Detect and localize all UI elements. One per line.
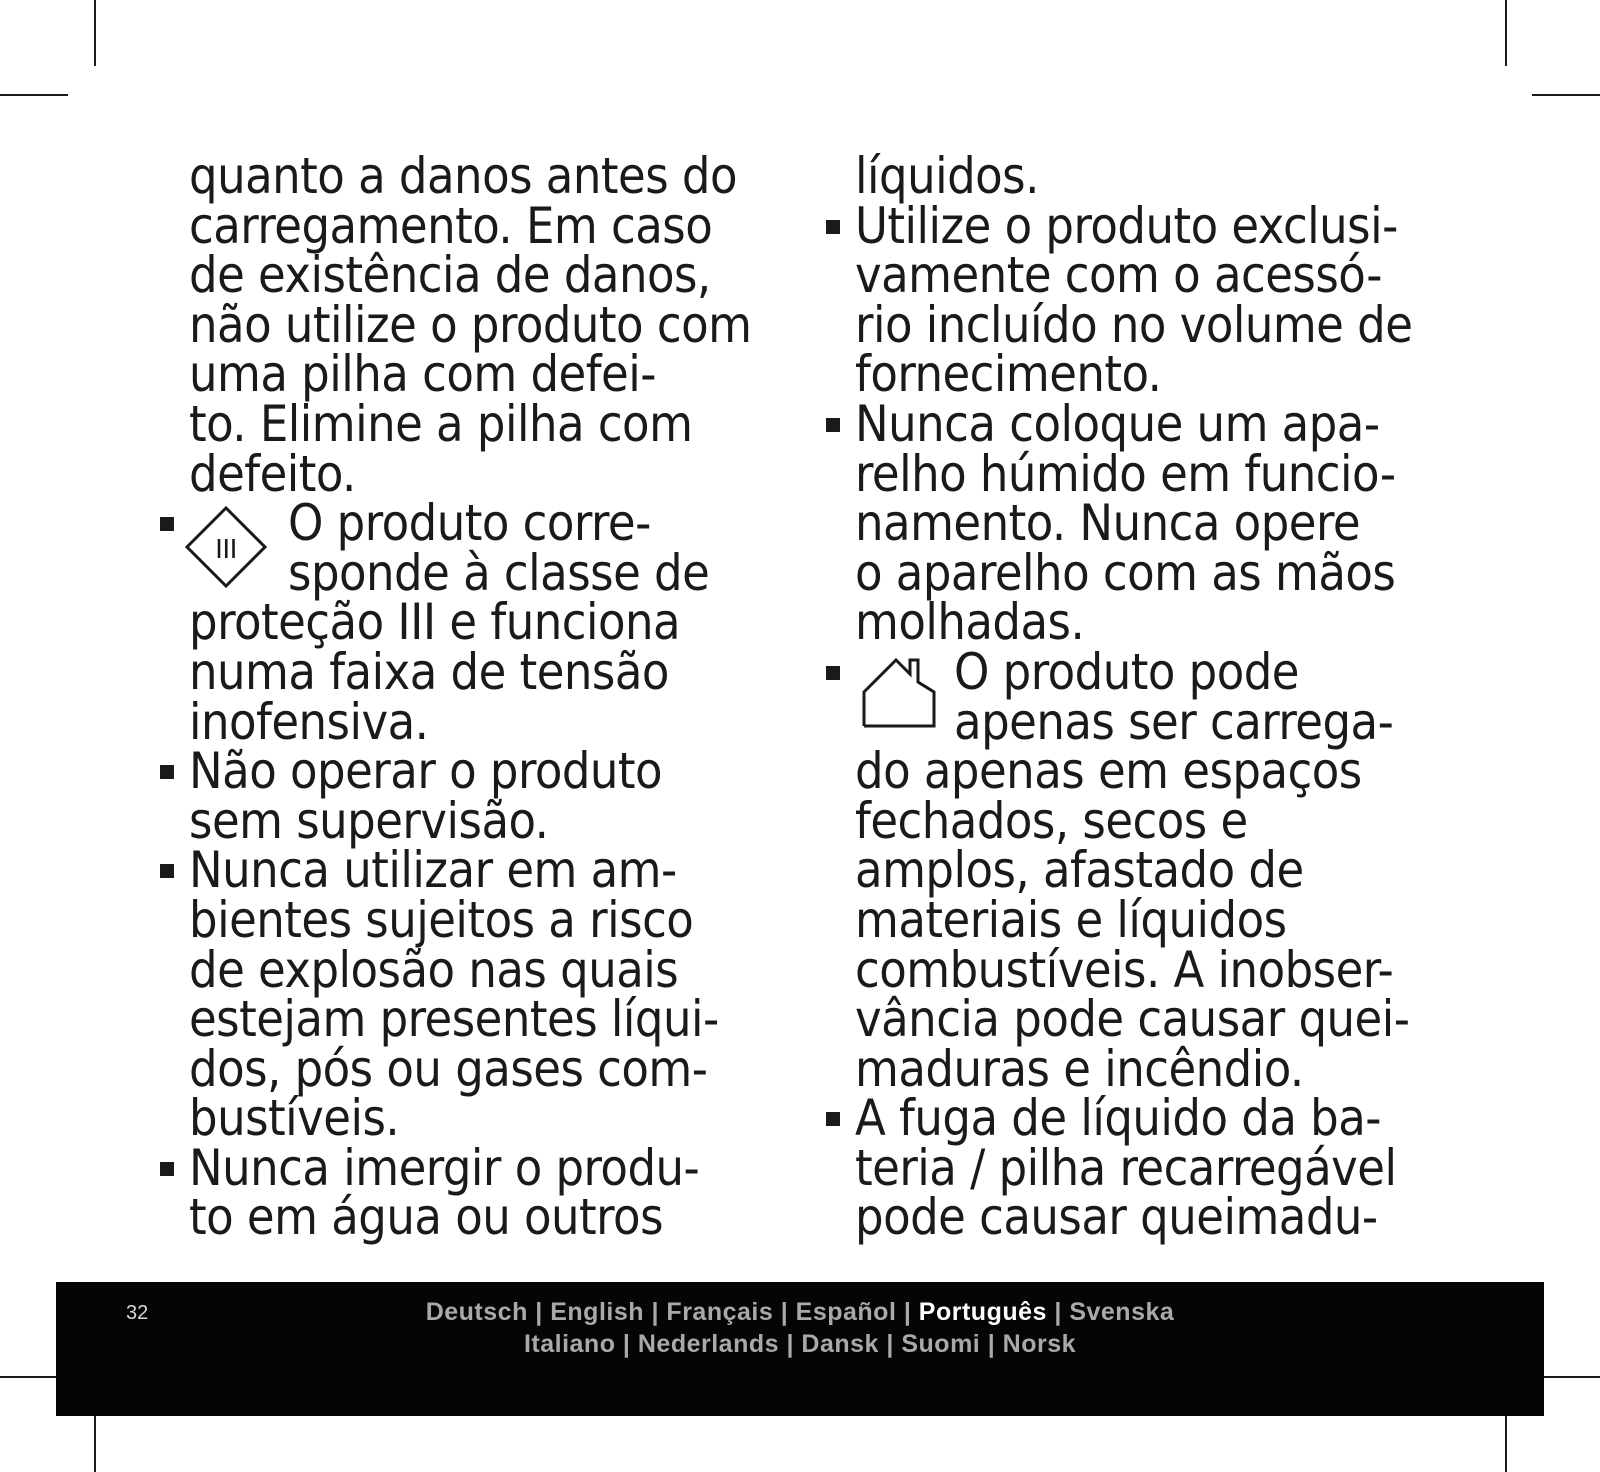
text-content: molhadas.	[855, 593, 1085, 652]
text-content: defeito.	[189, 444, 356, 503]
text-content: proteção III e funciona	[189, 593, 681, 652]
text-line	[826, 791, 1466, 850]
text-content: de explosão nas quais	[189, 940, 679, 999]
language-separator: |	[779, 1330, 802, 1358]
text-line	[826, 494, 1466, 553]
text-line	[826, 345, 1466, 404]
text-content: vamente com o acessó-	[855, 246, 1382, 305]
crop-mark	[94, 0, 96, 66]
indoor-use-house-icon	[854, 652, 938, 741]
text-line	[826, 246, 1466, 305]
text-content: O produto corre-	[288, 494, 651, 553]
text-content: não utilize o produto com	[189, 295, 752, 354]
text-line	[826, 147, 1466, 205]
text-content: Não operar o produto	[189, 742, 663, 801]
text-content: do apenas em espaços	[855, 742, 1362, 801]
text-content: Nunca imergir o produ-	[189, 1138, 700, 1197]
language-link-suomi[interactable]: Suomi	[901, 1330, 981, 1358]
language-link-español[interactable]: Español	[795, 1298, 897, 1326]
text-content: estejam presentes líqui-	[189, 990, 719, 1049]
text-content: relho húmido em funcio-	[855, 444, 1396, 503]
language-separator: |	[980, 1330, 1003, 1358]
language-list	[56, 1296, 1544, 1360]
text-content: de existência de danos,	[189, 246, 711, 305]
square-bullet-icon	[160, 765, 174, 779]
right-text-column	[826, 147, 1466, 1247]
text-line	[826, 1188, 1466, 1247]
language-separator: |	[644, 1298, 667, 1326]
crop-mark	[0, 94, 68, 96]
square-bullet-icon	[160, 1162, 174, 1176]
square-bullet-icon	[160, 864, 174, 878]
text-line	[826, 543, 1466, 602]
language-footer-bar	[56, 1282, 1544, 1416]
text-content: Nunca coloque um apa-	[855, 394, 1380, 453]
square-bullet-icon	[826, 220, 840, 234]
text-line	[160, 246, 800, 305]
protection-class-iii-icon	[184, 505, 268, 598]
text-line	[826, 742, 1466, 801]
bullet-item-line	[826, 1089, 1466, 1148]
text-content: carregamento. Em caso	[189, 196, 713, 255]
language-link-deutsch[interactable]: Deutsch	[425, 1298, 528, 1326]
language-separator: |	[527, 1298, 551, 1326]
text-content: O produto pode	[954, 642, 1299, 701]
text-line	[160, 196, 800, 255]
language-link-português[interactable]: Português	[918, 1298, 1047, 1326]
bullet-item-line	[160, 841, 800, 900]
text-line	[160, 940, 800, 999]
text-line	[160, 1089, 800, 1148]
text-content: maduras e incêndio.	[855, 1039, 1304, 1098]
page-number: 32	[126, 1302, 149, 1324]
text-content: sem supervisão.	[189, 791, 549, 850]
text-line	[826, 1138, 1466, 1197]
text-content: teria / pilha recarregável	[855, 1138, 1397, 1197]
bullet-item-line	[826, 196, 1466, 255]
language-separator: |	[1046, 1298, 1070, 1326]
language-link-nederlands[interactable]: Nederlands	[637, 1330, 780, 1358]
text-content: materiais e líquidos	[855, 890, 1287, 949]
text-line	[160, 890, 800, 949]
text-content: pode causar queimadu-	[855, 1188, 1378, 1247]
text-line	[160, 642, 800, 701]
text-line	[826, 295, 1466, 354]
bullet-item-line	[160, 494, 800, 565]
bullet-item-line	[160, 742, 800, 801]
text-content: apenas ser carrega-	[954, 692, 1394, 751]
text-line	[826, 1039, 1466, 1098]
text-line	[160, 345, 800, 404]
text-line	[160, 791, 800, 850]
text-line	[160, 692, 800, 751]
crop-mark	[1505, 0, 1507, 66]
square-bullet-icon	[160, 517, 174, 531]
text-content: Nunca utilizar em am-	[189, 841, 677, 900]
text-line	[826, 593, 1466, 652]
language-link-italiano[interactable]: Italiano	[523, 1330, 616, 1358]
language-separator: |	[615, 1330, 638, 1358]
bullet-item-line	[826, 642, 1466, 701]
language-separator: |	[878, 1330, 902, 1358]
text-line	[826, 990, 1466, 1049]
left-text-column	[160, 147, 800, 1247]
text-content: vância pode causar quei-	[855, 990, 1410, 1049]
text-content: numa faixa de tensão	[189, 642, 669, 701]
text-line	[160, 990, 800, 1049]
text-line	[160, 295, 800, 354]
crop-mark	[1532, 94, 1600, 96]
language-link-français[interactable]: Français	[666, 1298, 774, 1326]
text-content: fechados, secos e	[855, 791, 1248, 850]
square-bullet-icon	[826, 666, 840, 680]
language-link-norsk[interactable]: Norsk	[1002, 1330, 1077, 1358]
text-content: to. Elimine a pilha com	[189, 394, 693, 453]
language-row	[56, 1296, 1544, 1328]
text-content: uma pilha com defei-	[189, 345, 656, 404]
text-line	[826, 841, 1466, 900]
language-separator: |	[773, 1298, 796, 1326]
language-link-dansk[interactable]: Dansk	[801, 1330, 879, 1358]
language-row	[56, 1328, 1544, 1360]
text-content: combustíveis. A inobser-	[855, 940, 1394, 999]
text-content: inofensiva.	[189, 692, 429, 751]
text-line	[160, 147, 800, 205]
text-line	[160, 444, 800, 503]
text-content: to em água ou outros	[189, 1188, 664, 1247]
square-bullet-icon	[826, 1112, 840, 1126]
protection-class-label: III	[215, 533, 237, 565]
text-content: quanto a danos antes do	[189, 147, 737, 205]
text-line	[160, 593, 800, 652]
text-line	[160, 1039, 800, 1098]
language-separator: |	[896, 1298, 919, 1326]
text-content: bientes sujeitos a risco	[189, 890, 694, 949]
text-line	[826, 890, 1466, 949]
text-line	[826, 444, 1466, 503]
text-line	[160, 1188, 800, 1247]
text-content: bustíveis.	[189, 1089, 400, 1148]
text-content: líquidos.	[855, 147, 1039, 205]
text-content: Utilize o produto exclusi-	[855, 196, 1398, 255]
text-content: o aparelho com as mãos	[855, 543, 1396, 602]
text-content: amplos, afastado de	[855, 841, 1304, 900]
text-content: namento. Nunca opere	[855, 494, 1361, 553]
text-line	[160, 394, 800, 453]
bullet-item-line	[160, 1138, 800, 1197]
text-content: fornecimento.	[855, 345, 1162, 404]
bullet-item-line	[826, 394, 1466, 453]
text-content: rio incluído no volume de	[855, 295, 1413, 354]
language-link-english[interactable]: English	[550, 1298, 645, 1326]
text-content: A fuga de líquido da ba-	[855, 1089, 1382, 1148]
language-link-svenska[interactable]: Svenska	[1069, 1298, 1175, 1326]
text-line	[826, 940, 1466, 999]
text-content: sponde à classe de	[288, 543, 710, 602]
text-content: dos, pós ou gases com-	[189, 1039, 708, 1098]
square-bullet-icon	[826, 418, 840, 432]
